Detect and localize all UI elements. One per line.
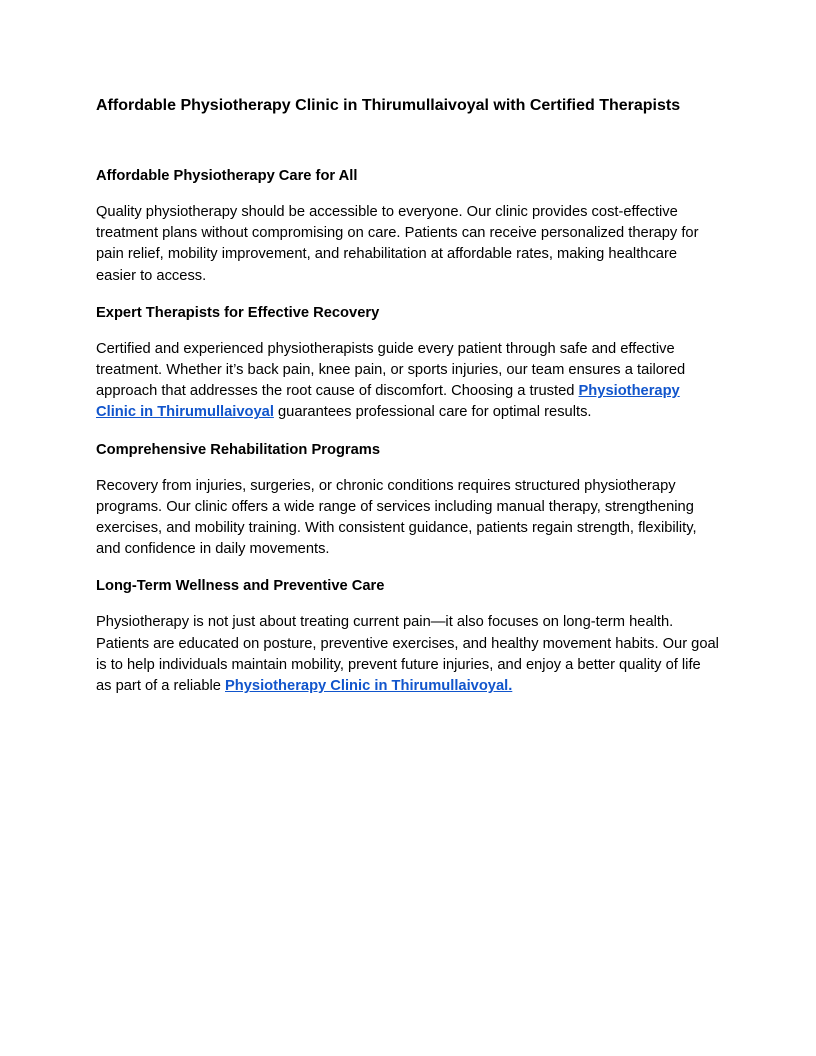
document-page [96,94,720,697]
paragraph-text: Recovery from injuries, surgeries, or chronic conditions requires structured physiotherapy programs. Our clinic offers a wide range of services including manual therapy, strengthening exercises, and mobility training. With consistent guidance, patients regain strength, flexibility, and confidence in daily movements. [96,477,697,558]
section-paragraph [96,612,720,697]
section-heading: Affordable Physiotherapy Care for All [96,168,358,184]
paragraph-text: Certified and experienced physiotherapists guide every patient through safe and effective treatment. Whether it’s back pain, knee pain, or sports injuries, our team ensures a tailored approach that addresses the root cause of discomfort. Choosing a trusted [96,340,686,400]
clinic-link[interactable]: Physiotherapy Clinic in Thirumullaivoyal. [225,678,513,695]
paragraph-text: Quality physiotherapy should be accessible to everyone. Our clinic provides cost-effective treatment plans without compromising on care. Patients can receive personalized therapy for pain relief, mobility improvement, and rehabilitation at affordable rates, making healthcare easier to access. [96,204,699,284]
section-paragraph [96,202,720,287]
section-heading: Long-Term Wellness and Preventive Care [96,578,385,595]
paragraph-text: guarantees professional care for optimal results. [273,404,592,421]
section-preventive-care [96,575,720,697]
section-paragraph [96,476,720,561]
document-title: Affordable Physiotherapy Clinic in Thirumullaivoyal with Certified Therapists [96,97,681,114]
section-expert-therapists [96,302,720,424]
section-heading: Expert Therapists for Effective Recovery [96,304,380,321]
clinic-link[interactable]: Physiotherapy Clinic in Thirumullaivoyal [96,383,680,421]
section-rehabilitation-programs [96,439,720,561]
section-paragraph [96,339,720,424]
section-heading: Comprehensive Rehabilitation Programs [96,441,381,458]
paragraph-text: Physiotherapy is not just about treating current pain—it also focuses on long-term health. Patients are educated on posture, preventive exercises, and healthy movement habits. Our goal is to help individuals maintain mobility, prevent future injuries, and enjoy a better quality of life as part of a reliable [96,614,719,695]
section-affordable-care [96,165,720,287]
